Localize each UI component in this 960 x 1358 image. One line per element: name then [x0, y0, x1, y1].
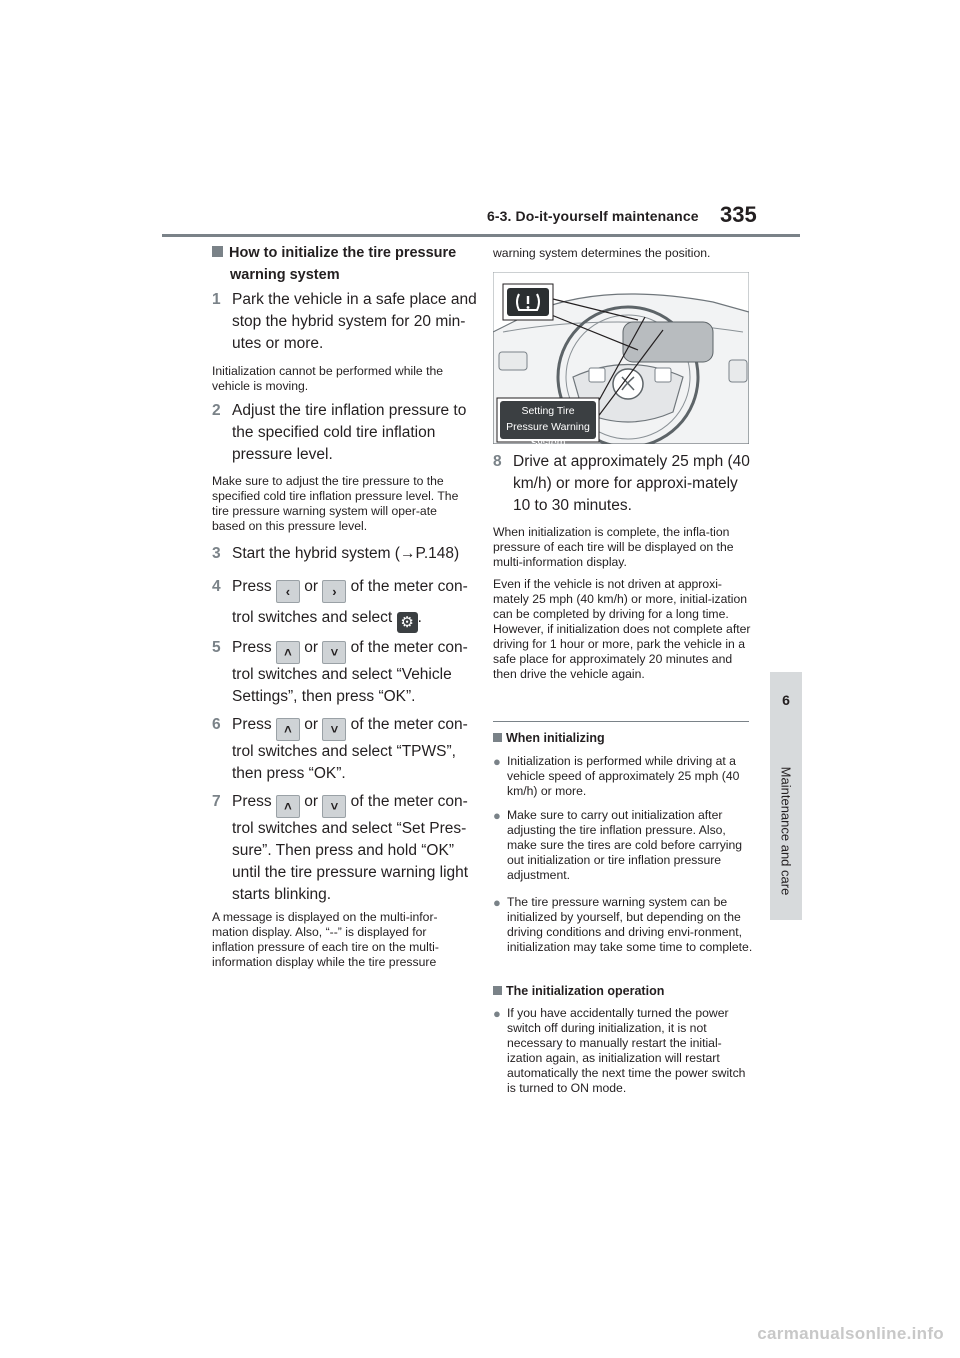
square-bullet-icon: [493, 986, 502, 995]
section-divider: [493, 721, 749, 722]
step-number: 5: [212, 639, 221, 656]
step-number: 4: [212, 578, 221, 595]
footer-watermark: carmanualsonline.info: [757, 1324, 944, 1343]
chapter-label: [770, 746, 802, 916]
step-text: Start the hybrid system (→P.148): [232, 545, 460, 562]
section-heading: [212, 242, 474, 286]
bullet-text: Make sure to carry out initialization after adjusting the tire inflation pressure. Also, make sure the tires are cold before carrying out initialization or tire inflation pressure adjustment.: [507, 808, 743, 882]
step-number: 6: [212, 716, 221, 733]
bullet-dot-icon: ●: [493, 808, 501, 823]
step-2-note: Make sure to adjust the tire pressure to the specified cold tire inflation pressure level. The tire pressure warning system will oper-ate based on this pressure level.: [212, 474, 459, 533]
subheading-initialization-operation: The initialization operation: [493, 984, 664, 999]
up-arrow-icon: ˄: [276, 718, 300, 741]
step-text: Press ˄ or ˅ of the meter con- trol switches and select “Set Pres-sure”. Then press and hold “OK” until the tire pressure warning light starts blinking.: [232, 793, 469, 903]
step-8-note-b: Even if the vehicle is not driven at approxi-mately 25 mph (40 km/h) or more, initial-ization can be completed by driving for a long time. However, if initialization does not complete after driving for 1 hour or more, park the vehicle in a safe place for approximately 20 minutes and then drive the vehicle again.: [493, 577, 751, 681]
bullet-text: The tire pressure warning system can be initialized by yourself, but depending on the driving conditions and driving envi-ronment, initialization may take some time to complete.: [507, 895, 753, 954]
gear-icon: ⚙: [397, 612, 418, 633]
chapter-number: 6: [782, 692, 790, 708]
header-divider: [162, 234, 800, 237]
step-8-text: Drive at approximately 25 mph (40 km/h) or more for approxi-mately 10 to 30 minutes.: [513, 453, 750, 514]
step-8-note-a: When initialization is complete, the infla-tion pressure of each tire will be displayed on the multi-information display.: [493, 525, 734, 569]
square-bullet-icon: [212, 246, 223, 257]
right-arrow-icon: ›: [322, 580, 346, 603]
heading-line-2: warning system: [230, 267, 340, 283]
step-text: Adjust the tire inflation pressure to the specified cold tire inflation pressure level.: [232, 402, 467, 463]
bullet-dot-icon: ●: [493, 1006, 501, 1021]
step-text: Press ‹ or › of the meter con- trol switches and select ⚙ .: [232, 578, 468, 631]
bullet-dot-icon: ●: [493, 754, 501, 769]
down-arrow-icon: ˅: [322, 718, 346, 741]
up-arrow-icon: ˄: [276, 641, 300, 664]
square-bullet-icon: [493, 733, 502, 742]
down-arrow-icon: ˅: [322, 641, 346, 664]
left-arrow-icon: ‹: [276, 580, 300, 603]
down-arrow-icon: ˅: [322, 795, 346, 818]
step-1-note: Initialization cannot be performed while the vehicle is moving.: [212, 364, 444, 393]
bullet-text: Initialization is performed while driving at a vehicle speed of approximately 25 mph (40 km/h) or more.: [507, 754, 740, 798]
step-text: Press ˄ or ˅ of the meter con- trol switches and select “TPWS”, then press “OK”.: [232, 716, 468, 782]
step-7-note: A message is displayed on the multi-infor-mation display. Also, “--” is displayed for inflation pressure of each tire on the multi-information display while the tire pressure: [212, 910, 439, 969]
continued-text: warning system determines the position.: [493, 246, 711, 260]
step-number: 2: [212, 402, 221, 419]
bullet-dot-icon: ●: [493, 895, 501, 910]
step-number: 1: [212, 291, 221, 308]
step-text: Park the vehicle in a safe place and stop the hybrid system for 20 min-utes or more.: [232, 291, 477, 352]
section-title: 6-3. Do-it-yourself maintenance: [487, 208, 699, 224]
figure-label: Setting Tire Pressure Warning System: [506, 405, 590, 449]
chapter-label-text: Maintenance and care: [778, 766, 794, 896]
bullet-text: If you have accidentally turned the power switch off during initialization, it is not necessary to manually restart the initial-ization again, as initialization will restart automatically the next time the power switch is turned to ON mode.: [507, 1006, 746, 1095]
step-text: Press ˄ or ˅ of the meter con- trol switches and select “Vehicle Settings”, then press “OK”.: [232, 639, 468, 705]
subheading-when-initializing: When initializing: [493, 731, 605, 746]
step-number: 7: [212, 793, 221, 810]
page-number: 335: [720, 202, 757, 227]
step-number: 3: [212, 545, 221, 562]
step-8-number: 8: [493, 453, 502, 470]
dashboard-illustration: [493, 272, 749, 449]
heading-line-1: How to initialize the tire pressure: [229, 245, 457, 261]
up-arrow-icon: ˄: [276, 795, 300, 818]
